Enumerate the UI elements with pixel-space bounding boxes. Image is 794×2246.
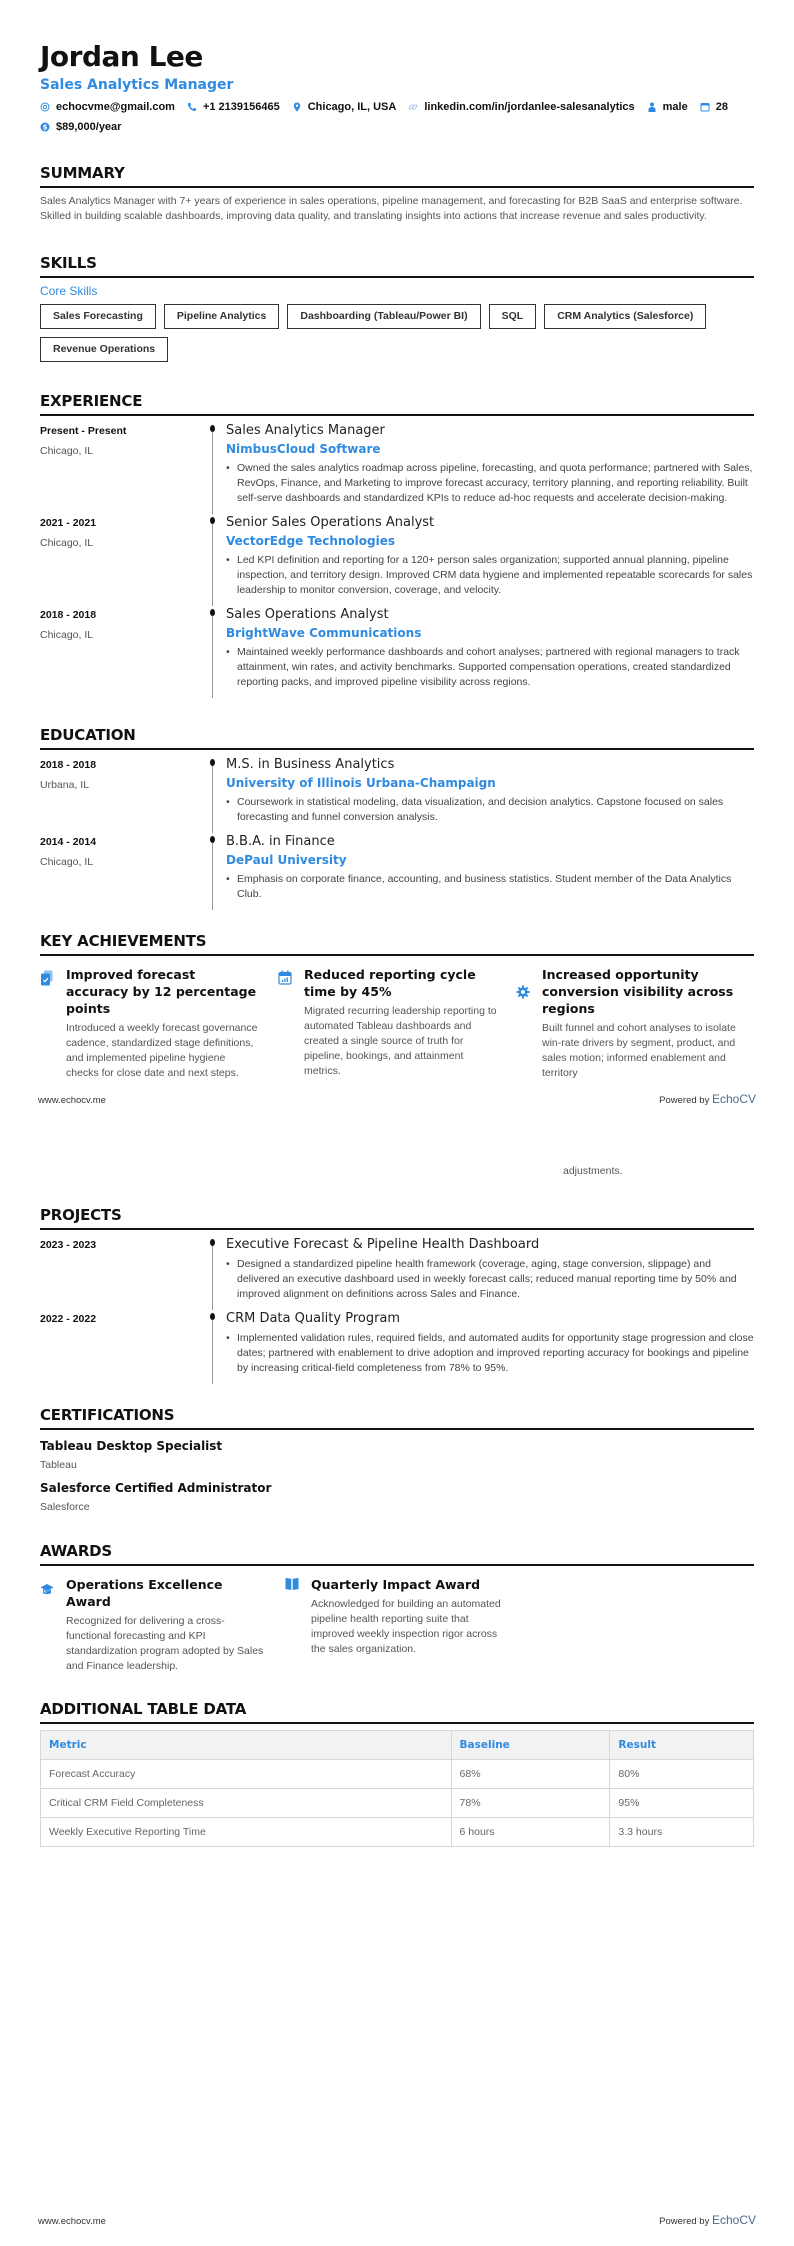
achievement-item	[278, 966, 516, 1081]
project-entry	[40, 1310, 754, 1384]
projects-section	[40, 1123, 754, 1384]
achievement-overflow-text: adjustments.	[563, 1165, 623, 1177]
timeline-rail	[206, 606, 226, 698]
entry-date: 2018 - 2018	[40, 759, 97, 771]
table-row	[41, 1818, 754, 1847]
contact-salary	[40, 120, 121, 134]
contact-phone-value: +1 2139156465	[202, 101, 280, 113]
skill-tag: SQL	[489, 304, 537, 329]
achievements-heading: KEY ACHIEVEMENTS	[40, 932, 754, 956]
experience-timeline	[40, 422, 754, 698]
gear-icon	[516, 966, 530, 1081]
entry-location: Chicago, IL	[40, 445, 94, 457]
education-heading: EDUCATION	[40, 726, 754, 750]
table-cell: 80%	[610, 1760, 754, 1789]
contact-phone[interactable]	[187, 100, 280, 114]
column-header-metric: Metric	[41, 1731, 452, 1760]
table-cell: 78%	[451, 1789, 610, 1818]
contact-list	[40, 100, 754, 134]
projects-heading: PROJECTS	[40, 1206, 754, 1230]
entry-title: Senior Sales Operations Analyst	[226, 515, 435, 530]
experience-heading: EXPERIENCE	[40, 392, 754, 416]
skills-category: Core Skills	[40, 284, 98, 298]
page-footer	[38, 2213, 756, 2227]
book-icon	[285, 1576, 299, 1674]
project-entry	[40, 1236, 754, 1310]
person-icon	[647, 102, 657, 112]
footer-powered-by	[659, 2213, 756, 2227]
timeline-rail	[206, 514, 226, 606]
candidate-role: Sales Analytics Manager	[40, 77, 234, 93]
calendar-chart-icon	[278, 966, 292, 1081]
contact-email-value: echocvme@gmail.com	[56, 101, 175, 113]
entry-date: 2021 - 2021	[40, 517, 97, 529]
page-footer	[38, 1092, 756, 1106]
entry-date: 2023 - 2023	[40, 1239, 97, 1251]
timeline-dot	[210, 759, 215, 766]
skill-tag: Dashboarding (Tableau/Power BI)	[287, 304, 480, 329]
timeline-dot	[210, 609, 215, 616]
entry-title: Sales Analytics Manager	[226, 423, 385, 438]
award-title: Quarterly Impact Award	[311, 1577, 481, 1592]
table-cell: Forecast Accuracy	[41, 1760, 452, 1789]
certifications-heading: CERTIFICATIONS	[40, 1406, 754, 1430]
awards-list	[40, 1576, 754, 1674]
timeline-dot	[210, 836, 215, 843]
award-description: Recognized for delivering a cross-functional forecasting and KPI standardization program adopted by Sales and Finance leadership.	[66, 1615, 264, 1672]
contact-gender-value: male	[662, 101, 688, 113]
achievements-list	[40, 966, 754, 1081]
clipboard-check-icon	[40, 966, 54, 1081]
location-pin-icon	[292, 102, 302, 112]
entry-date: 2022 - 2022	[40, 1313, 97, 1325]
award-description: Acknowledged for building an automated pipeline health reporting suite that improved weekly inspection rigor across the sales organization.	[311, 1598, 501, 1655]
entry-bullet: • Owned the sales analytics roadmap across pipeline, forecasting, and quota performance; partnered with Sales, RevOps, Finance, and Marketing to improve forecast accuracy, territory planning, and reporting reliability. Built self-serve dashboards and standardized KPIs to reduce ad-hoc requests and accelerate decision-making.	[226, 461, 754, 506]
achievement-title: Increased opportunity conversion visibility across regions	[542, 967, 734, 1016]
awards-heading: AWARDS	[40, 1542, 754, 1566]
timeline-dot	[210, 517, 215, 524]
achievement-item	[40, 966, 278, 1081]
entry-title: M.S. in Business Analytics	[226, 757, 395, 772]
entry-bullet: • Led KPI definition and reporting for a 120+ person sales organization; supported annual planning, pipeline inspection, and territory design. Improved CRM data hygiene and implemented repeatable scorecards for sales leadership to monitor conversion, coverage, and velocity.	[226, 553, 754, 598]
skill-tag: Revenue Operations	[40, 337, 168, 362]
achievements-section	[40, 932, 754, 1081]
award-item	[40, 1576, 285, 1674]
achievement-description: Built funnel and cohort analyses to isolate win-rate drivers by segment, product, and sales motion; informed enablement and territory	[542, 1022, 736, 1079]
entry-title: Executive Forecast & Pipeline Health Dashboard	[226, 1237, 540, 1252]
contact-gender	[647, 100, 688, 114]
certification-issuer: Salesforce	[40, 1501, 90, 1513]
experience-entry	[40, 422, 754, 514]
skills-list	[40, 304, 754, 362]
powered-by-label: Powered by	[659, 2216, 710, 2227]
certifications-section	[40, 1406, 754, 1514]
link-icon	[408, 102, 418, 112]
footer-brand: EchoCV	[711, 2213, 756, 2227]
achievement-title: Improved forecast accuracy by 12 percentage points	[66, 967, 257, 1016]
entry-title: B.B.A. in Finance	[226, 834, 335, 849]
experience-entry	[40, 606, 754, 698]
timeline-dot	[210, 1313, 215, 1320]
contact-linkedin-value: linkedin.com/in/jordanlee-salesanalytics	[424, 101, 635, 113]
award-title: Operations Excellence Award	[66, 1577, 223, 1609]
contact-salary-value: $89,000/year	[56, 121, 122, 133]
awards-section	[40, 1542, 754, 1674]
column-header-baseline: Baseline	[451, 1731, 610, 1760]
table-section	[40, 1700, 754, 1847]
timeline-rail	[206, 422, 226, 514]
certification-item	[40, 1480, 754, 1514]
entry-bullet: • Maintained weekly performance dashboards and cohort analyses; partnered with regional managers to track attainment, win rates, and activity benchmarks. Supported compensation operations, created standardized reporting packs, and improved pipeline visibility across regions.	[226, 645, 754, 690]
achievement-title: Reduced reporting cycle time by 45%	[304, 967, 476, 999]
skill-tag: Pipeline Analytics	[164, 304, 279, 329]
entry-title: CRM Data Quality Program	[226, 1311, 401, 1326]
certification-item	[40, 1438, 754, 1472]
education-entry	[40, 833, 754, 910]
table-row	[41, 1789, 754, 1818]
timeline-rail	[206, 1310, 226, 1384]
award-item	[285, 1576, 530, 1674]
graduation-cap-icon	[40, 1576, 54, 1674]
table-cell: Weekly Executive Reporting Time	[41, 1818, 452, 1847]
dollar-icon	[40, 122, 50, 132]
entry-bullet: • Coursework in statistical modeling, data visualization, and decision analytics. Capstone focused on sales forecasting and funnel conversion analysis.	[226, 795, 754, 825]
entry-organization: VectorEdge Technologies	[226, 534, 395, 548]
entry-location: Urbana, IL	[40, 779, 90, 791]
summary-section	[40, 164, 754, 224]
contact-email[interactable]	[40, 100, 175, 114]
table-heading: ADDITIONAL TABLE DATA	[40, 1700, 754, 1724]
summary-heading: SUMMARY	[40, 164, 754, 188]
resume-page-2	[0, 1123, 794, 2246]
table-cell: 3.3 hours	[610, 1818, 754, 1847]
calendar-icon	[700, 102, 710, 112]
achievement-description: Introduced a weekly forecast governance cadence, standardized stage definitions, and implemented pipeline hygiene checks for close date and next steps.	[66, 1022, 258, 1079]
table-header-row	[41, 1731, 754, 1760]
experience-entry	[40, 514, 754, 606]
skills-heading: SKILLS	[40, 254, 754, 278]
entry-organization: NimbusCloud Software	[226, 442, 381, 456]
contact-age	[700, 100, 728, 114]
education-section	[40, 726, 754, 910]
table-cell: Critical CRM Field Completeness	[41, 1789, 452, 1818]
entry-bullet: • Designed a standardized pipeline health framework (coverage, aging, stage conversion, slippage) and delivered an executive dashboard used in weekly forecast calls; reduced manual reporting time by 50% and improved alignment on definitions across Sales and Finance.	[226, 1257, 754, 1302]
entry-bullet: • Implemented validation rules, required fields, and automated audits for opportunity stage progression and close dates; partnered with enablement to drive adoption and improved reporting accuracy for bookings and pipeline by increasing critical-field completeness from 78% to 95%.	[226, 1331, 754, 1376]
contact-location-value: Chicago, IL, USA	[307, 101, 397, 113]
entry-location: Chicago, IL	[40, 629, 94, 641]
entry-location: Chicago, IL	[40, 537, 94, 549]
timeline-rail	[206, 833, 226, 910]
column-header-result: Result	[610, 1731, 754, 1760]
certification-name: Tableau Desktop Specialist	[40, 1439, 223, 1453]
entry-organization: BrightWave Communications	[226, 626, 422, 640]
summary-text: Sales Analytics Manager with 7+ years of experience in sales operations, pipeline management, and forecasting for B2B SaaS and enterprise software. Skilled in building scalable dashboards, improving data quality, and translating insights into actions that increase revenue and sales productivity.	[40, 195, 743, 222]
contact-linkedin[interactable]	[408, 100, 634, 114]
entry-date: 2018 - 2018	[40, 609, 97, 621]
at-icon	[40, 102, 50, 112]
footer-site-link[interactable]: www.echocv.me	[38, 1095, 106, 1106]
table-cell: 68%	[451, 1760, 610, 1789]
timeline-rail	[206, 756, 226, 833]
phone-icon	[187, 102, 197, 112]
footer-powered-by	[659, 1092, 756, 1106]
contact-location	[292, 100, 397, 114]
contact-age-value: 28	[715, 101, 728, 113]
experience-section	[40, 392, 754, 698]
education-timeline	[40, 756, 754, 910]
entry-date: Present - Present	[40, 425, 127, 437]
timeline-dot	[210, 425, 215, 432]
table-row	[41, 1760, 754, 1789]
achievement-description: Migrated recurring leadership reporting to automated Tableau dashboards and created a single source of truth for pipeline, bookings, and attainment metrics.	[304, 1005, 497, 1077]
timeline-rail	[206, 1236, 226, 1310]
metrics-table	[40, 1730, 754, 1847]
skill-tag: Sales Forecasting	[40, 304, 156, 329]
certification-issuer: Tableau	[40, 1459, 77, 1471]
table-cell: 6 hours	[451, 1818, 610, 1847]
skills-section	[40, 254, 754, 362]
powered-by-label: Powered by	[659, 1095, 710, 1106]
achievement-item	[516, 966, 754, 1081]
education-entry	[40, 756, 754, 833]
entry-organization: University of Illinois Urbana-Champaign	[226, 776, 496, 790]
entry-title: Sales Operations Analyst	[226, 607, 389, 622]
certification-name: Salesforce Certified Administrator	[40, 1481, 272, 1495]
entry-bullet: • Emphasis on corporate finance, accounting, and business statistics. Student member of the Data Analytics Club.	[226, 872, 754, 902]
svg-text:$: $	[42, 123, 48, 132]
timeline-dot	[210, 1239, 215, 1246]
entry-location: Chicago, IL	[40, 856, 94, 868]
candidate-name: Jordan Lee	[40, 40, 203, 73]
skill-tag: CRM Analytics (Salesforce)	[544, 304, 706, 329]
footer-site-link[interactable]: www.echocv.me	[38, 2216, 106, 2227]
entry-date: 2014 - 2014	[40, 836, 97, 848]
entry-organization: DePaul University	[226, 853, 347, 867]
footer-brand: EchoCV	[711, 1092, 756, 1106]
projects-timeline	[40, 1236, 754, 1384]
table-cell: 95%	[610, 1789, 754, 1818]
